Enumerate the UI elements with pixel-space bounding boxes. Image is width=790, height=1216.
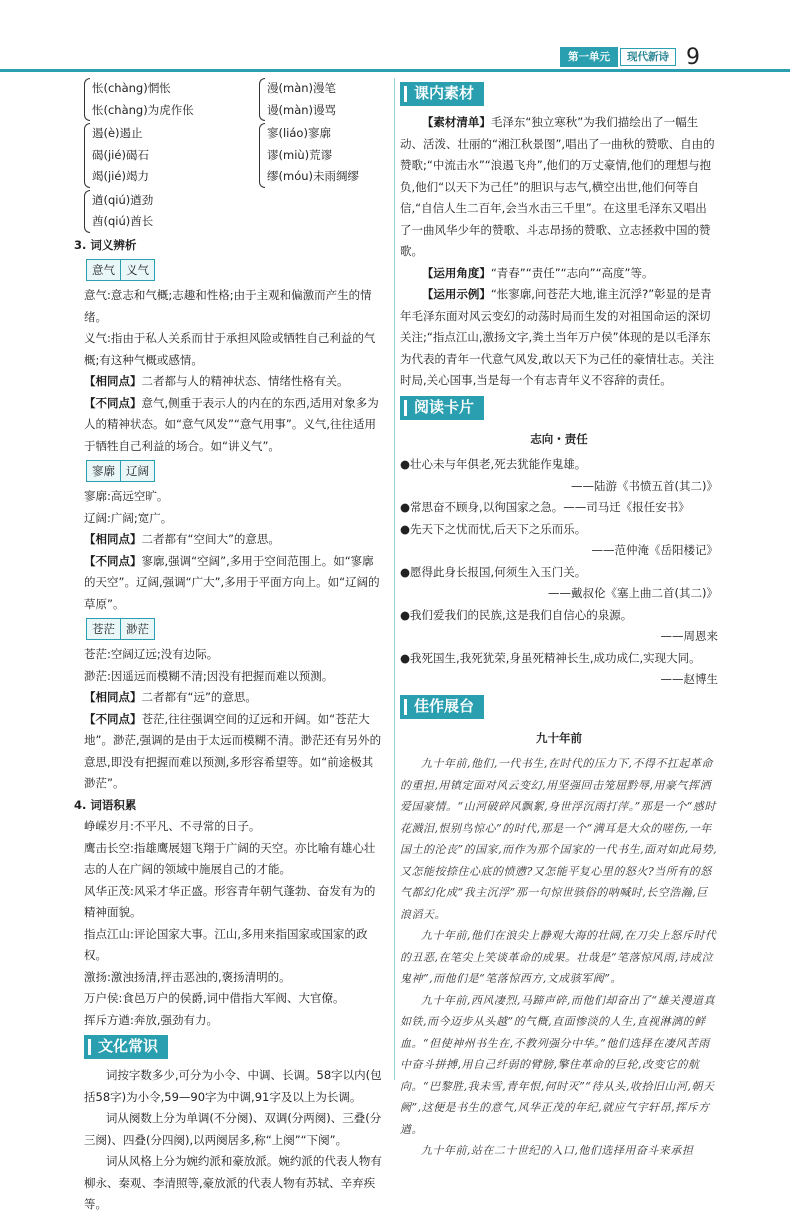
char-item: 遒(qiú)遒劲	[92, 192, 154, 207]
word-tags	[86, 460, 382, 482]
char-pair-row	[84, 190, 382, 233]
char-item: 寥(liáo)寥廓	[267, 126, 331, 140]
essay-paragraph: 九十年前,站在二十世纪的入口,他们选择用奋斗来承担	[420, 1144, 694, 1157]
char-item: 酋(qiú)酋长	[92, 214, 154, 228]
culture-paragraph: 词从阕数上分为单调(不分阕)、双调(分两阕)、三叠(分三阕)、四叠(分四阕),以两阕居多,称“上阕”“下阕”。	[84, 1111, 382, 1147]
char-item: 遏(è)遏止	[92, 126, 143, 140]
quote-source: ——赵博生	[660, 672, 718, 686]
word-tag: 渺茫	[121, 618, 155, 640]
section-heading: 4. 词语积累	[74, 797, 137, 812]
column-divider	[394, 78, 395, 1080]
vocab-item: 激扬:激浊扬清,抨击恶浊的,褒扬清明的。	[84, 969, 291, 984]
same-point	[84, 371, 382, 393]
word-tags	[86, 618, 382, 640]
essay-section-title: 佳作展台	[400, 695, 484, 719]
left-column	[74, 78, 382, 1216]
same-text: 二者都有“空间大”的意思。	[141, 532, 280, 546]
culture-paragraph: 词按字数多少,可分为小令、中调、长调。58字以内(包括58字)为小令,59—90字为中调,91字及以上为长调。	[84, 1068, 382, 1104]
material-section-title: 课内素材	[400, 82, 484, 106]
definition: 义气:指由于私人关系而甘于承担风险或牺牲自己利益的气概;有这种气概或感情。	[84, 331, 376, 367]
quote-text: ●先天下之忧而忧,后天下之乐而乐。	[400, 521, 587, 536]
quote-source: ——陆游《书愤五首(其二)》	[571, 478, 718, 493]
same-point	[84, 529, 382, 551]
header-rule	[0, 69, 790, 72]
card-title: 志向・责任	[530, 431, 588, 446]
essay-title: 九十年前	[536, 730, 582, 745]
char-item: 怅(chàng)为虎作伥	[92, 102, 194, 117]
usage-example-label: 【运用示例】	[421, 287, 491, 301]
same-text: 二者都与人的精神状态、情绪性格有关。	[141, 374, 349, 388]
diff-label: 【不同点】	[84, 553, 142, 568]
char-pair-row	[84, 123, 382, 188]
right-column	[400, 78, 718, 1162]
word-tag: 寥廓	[86, 460, 121, 482]
unit-label: 第一单元	[560, 47, 618, 67]
quote-text: ●壮心未与年俱老,死去犹能作鬼雄。	[400, 457, 587, 471]
same-label: 【相同点】	[84, 690, 142, 704]
same-text: 二者都有“远”的意思。	[141, 690, 257, 704]
material-text: 毛泽东“独立寒秋”为我们描绘出了一幅生动、活泼、壮丽的“湘江秋景图”,唱出了一曲秋的赞歌、自由的赞歌;“中流击水”“浪遏飞舟”,他们的万丈豪情,他们的理想与抱负,他们“以天下为己任”的胆识与志气,横空出世,他们何等自信,“自信人生二百年,会当水击三千里”。在这里毛泽东又唱出了一曲风华少年的赞歌、斗志昂扬的赞歌、立志拯救中国的赞歌。	[400, 115, 715, 258]
section-label: 现代新诗	[620, 48, 676, 66]
quote-text: ●愿得此身长报国,何须生入玉门关。	[400, 564, 587, 579]
word-tag: 辽阔	[121, 460, 155, 482]
section-heading: 3. 词义辨析	[74, 237, 137, 252]
definition: 寥廓:高远空旷。	[84, 489, 169, 503]
diff-text: 寥廓,强调“空阔”,多用于空间范围上。如“寥廓的天空”。辽阔,强调“广大”,多用于平面方向上。如“辽阔的草原”。	[84, 553, 380, 611]
essay-paragraph: 九十年前,他们,一代书生,在时代的压力下,不得不扛起革命的重担,用镇定面对风云变幻,用坚强回击笼屈黔辱,用豪气挥洒爱国豪情。“山河破碎风飘絮,身世浮沉雨打萍。”那是一个“感时花溅泪,恨别鸟惊心”的时代,那是一个“满耳是大众的嗟伤,一年国土的沦丧”的国家,而作为那个国家的一代书生,面对如此局势,又怎能按捺住心底的愤懑?又怎能平复心里的怒火?当所有的怒气都幻化成“我主沉浮”那一句惊世骇俗的呐喊时,长空浩瀚,巨浪滔天。	[400, 757, 718, 921]
same-label: 【相同点】	[84, 532, 142, 546]
char-item: 怅(chàng)惘怅	[92, 81, 171, 95]
definition: 苍茫:空阔辽远;没有边际。	[84, 647, 219, 661]
diff-point	[84, 393, 382, 458]
reading-section-title: 阅读卡片	[400, 396, 484, 420]
word-tag: 苍茫	[86, 618, 121, 640]
same-label: 【相同点】	[84, 374, 142, 388]
char-item: 谬(miù)荒谬	[267, 147, 333, 162]
word-tag: 义气	[121, 259, 155, 281]
diff-label: 【不同点】	[84, 395, 142, 410]
vocab-item: 峥嵘岁月:不平凡、不寻常的日子。	[84, 819, 261, 833]
vocab-item: 万户侯:食邑万户的侯爵,词中借指大军阀、大官僚。	[84, 991, 345, 1005]
char-item: 漫(màn)漫笔	[267, 81, 337, 95]
quote-source: ——周恩来	[660, 629, 718, 643]
material-list	[400, 112, 718, 263]
diff-text: 苍茫,往往强调空间的辽远和开阔。如“苍茫大地”。渺茫,强调的是由于太远而模糊不清。渺茫还有另外的意思,即没有把握而难以预测,多形容希望等。如“前途极其渺茫”。	[84, 711, 382, 790]
page-header	[560, 46, 700, 68]
usage-angle-label: 【运用角度】	[421, 265, 491, 280]
char-pair-row	[84, 78, 382, 121]
word-tags	[86, 259, 382, 281]
quote-text: ●我们爱我们的民族,这是我们自信心的泉源。	[400, 607, 633, 622]
vocab-item: 鹰击长空:指雄鹰展翅飞翔于广阔的天空。亦比喻有雄心壮志的人在广阔的领域中施展自己的才能。	[84, 840, 376, 876]
usage-example-text: “怅寥廓,问苍茫大地,谁主沉浮?”彰显的是青年毛泽东面对风云变幻的动荡时局而生发的对祖国命运的深切关注;“指点江山,激扬文字,粪土当年万户侯”体现的是以毛泽东为代表的青年一代意气风发,敢以天下为己任的豪情壮志。关注时局,关心国事,当是每一个有志青年义不容辞的责任。	[400, 287, 715, 387]
quote-source: ——范仲淹《岳阳楼记》	[591, 543, 718, 557]
quote-text: ●常思奋不顾身,以徇国家之急。——司马迁《报任安书》	[400, 500, 690, 514]
diff-point	[84, 551, 382, 616]
essay-paragraph: 九十年前,他们在浪尖上静观大海的壮阔,在刀尖上怒斥时代的丑恶,在笔尖上笑谈革命的成果。壮哉是“笔落惊风雨,诗成泣鬼神”,而他们是“笔落惊西方,文成骇军阀”。	[400, 929, 717, 985]
culture-paragraph: 词从风格上分为婉约派和豪放派。婉约派的代表人物有柳永、秦观、李清照等,豪放派的代表人物有苏轼、辛弃疾等。	[84, 1154, 382, 1211]
word-tag: 意气	[86, 259, 121, 281]
quote-source: ——戴叔伦《塞上曲二首(其二)》	[548, 586, 718, 600]
vocab-item: 指点江山:评论国家大事。江山,多用来指国家或国家的政权。	[84, 926, 368, 962]
diff-point	[84, 709, 382, 795]
char-item: 缪(móu)未雨绸缪	[267, 169, 359, 183]
definition: 意气:意志和气概;志趣和性格;由于主观和偏激而产生的情绪。	[84, 288, 372, 324]
char-item: 碣(jié)碣石	[92, 147, 149, 162]
same-point	[84, 687, 382, 709]
vocab-item: 风华正茂:风采才华正盛。形容青年朝气蓬勃、奋发有为的精神面貌。	[84, 883, 376, 919]
diff-label: 【不同点】	[84, 711, 142, 726]
page-number: 9	[686, 44, 700, 70]
definition: 辽阔:广阔;宽广。	[84, 510, 173, 525]
char-item: 竭(jié)竭力	[92, 169, 149, 183]
usage-angle-text: “青春”“责任”“志向”“高度”等。	[490, 265, 654, 280]
essay-paragraph: 九十年前,西风凄烈,马蹄声碎,而他们却奋出了“雄关漫道真如铁,而今迈步从头越”的气概,直面惨淡的人生,直视淋漓的鲜血。“但使神州书生在,不教列强分中华。”他们选择在凄风苦雨中奋斗拼搏,用自己纤弱的臂膀,擎住革命的巨轮,改变它的航向。“巴黎胜,我未雪,青年恨,何时灭”“待从头,收拾旧山河,朝天阙”,这便是书生的意气,风华正茂的年纪,就应气宇轩昂,挥斥方遒。	[400, 993, 716, 1136]
diff-text: 意气,侧重于表示人的内在的东西,适用对象多为人的精神状态。如“意气风发”“意气用事”。义气,往往适用于牺牲自己利益的场合。如“讲义气”。	[84, 395, 379, 453]
usage-example	[400, 284, 718, 392]
quote-text: ●我死国生,我死犹荣,身虽死精神长生,成功成仁,实现大同。	[400, 650, 701, 665]
usage-angle	[400, 263, 718, 285]
definition: 渺茫:因遥远而模糊不清;因没有把握而难以预测。	[84, 668, 334, 683]
culture-section-title: 文化常识	[84, 1035, 168, 1059]
char-item: 谩(màn)谩骂	[267, 102, 337, 117]
vocab-item: 挥斥方遒:奔放,强劲有力。	[84, 1012, 219, 1027]
material-label: 【素材清单】	[421, 115, 491, 129]
